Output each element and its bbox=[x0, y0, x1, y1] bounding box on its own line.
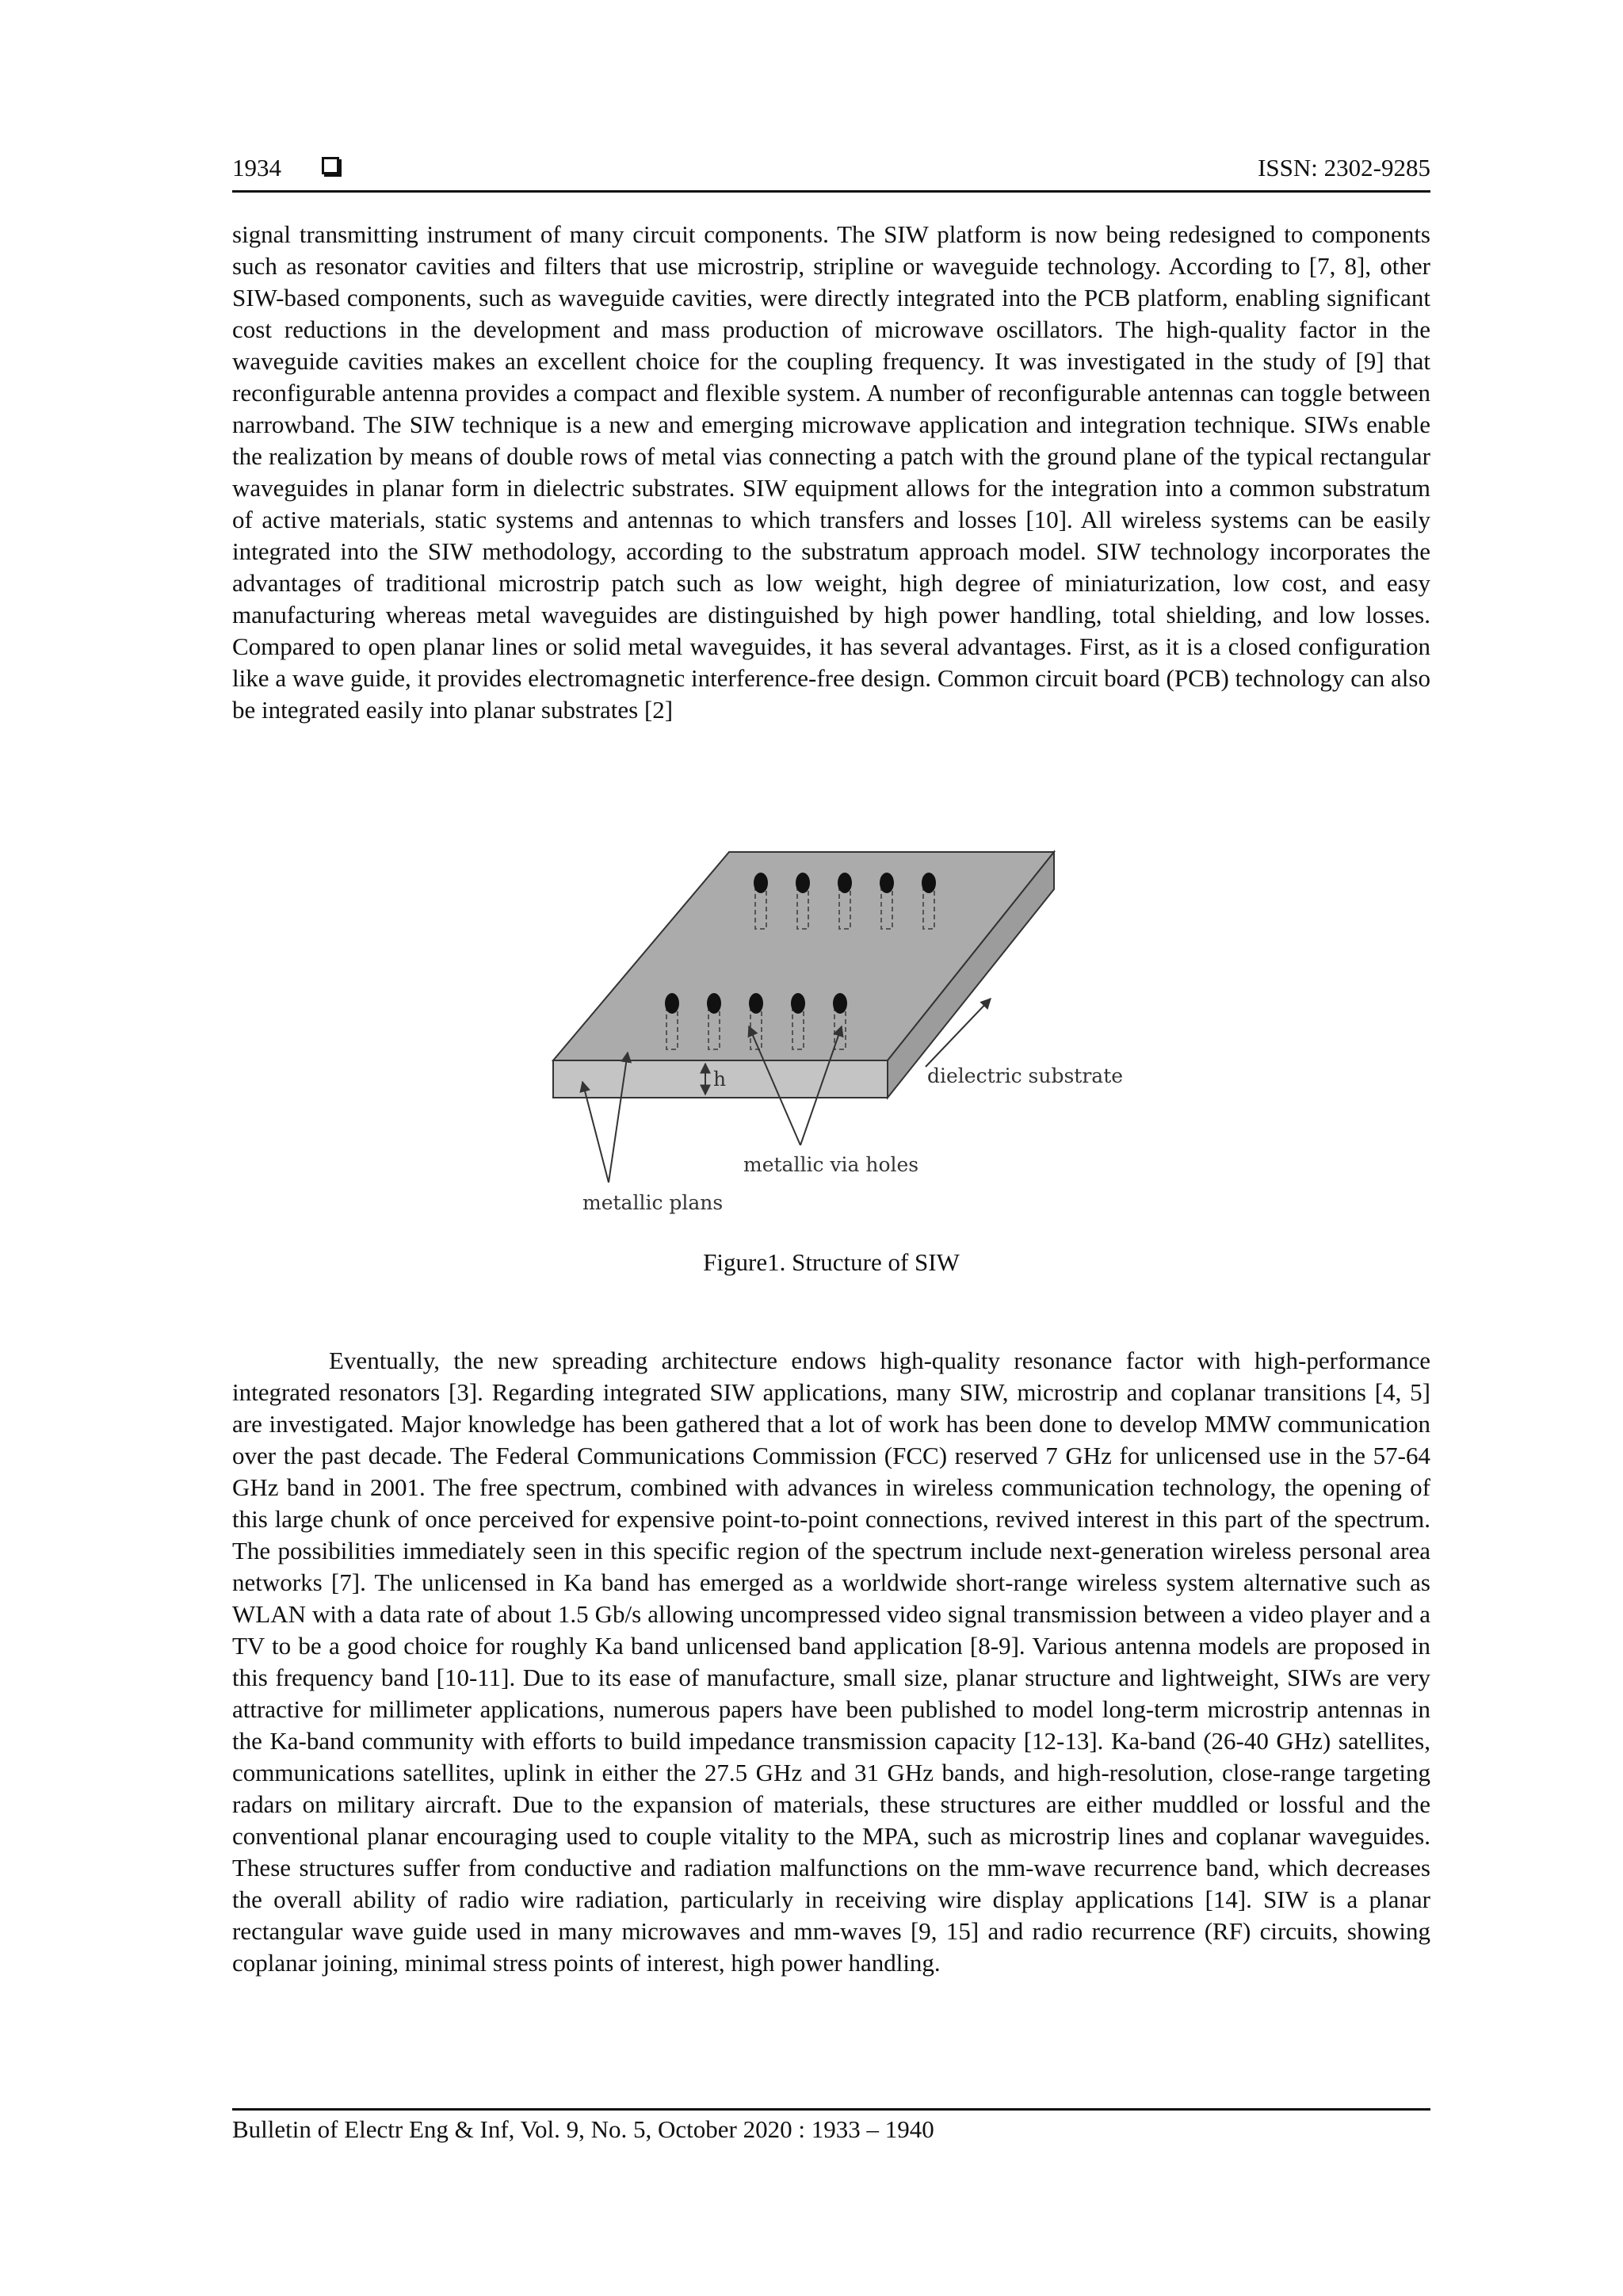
figure-caption: Figure1. Structure of SIW bbox=[703, 1248, 960, 1276]
body-paragraph: signal transmitting instrument of many circuit components. The SIW platform is now being redesigned to components such as resonator cavities and filters that use microstrip, stripline or waveguide technology. According to [7, 8], other SIW-based components, such as waveguide cavities, were directly integrated into the PCB platform, enabling significant cost reductions in the development and mass production of microwave oscillators. The high-quality factor in the waveguide cavities makes an excellent choice for the coupling frequency. It was investigated in the study of [9] that reconfigurable antenna provides a compact and flexible system. A number of reconfigurable antennas can toggle between narrowband. The SIW technique is a new and emerging microwave application and integration technique. SIWs enable the realization by means of double rows of metal vias connecting a patch with the ground plane of the typical rectangular waveguides in planar form in dielectric substrates. SIW equipment allows for the integration into a common substratum of active materials, static systems and antennas to which transfers and losses [10]. All wireless systems can be easily integrated into the SIW methodology, according to the substratum approach model. SIW technology incorporates the advantages of traditional microstrip patch such as low weight, high degree of miniaturization, low cost, and easy manufacturing whereas metal waveguides are distinguished by high power handling, total shielding, and low losses. Compared to open planar lines or solid metal waveguides, it has several advantages. First, as it is a closed configuration like a wave guide, it provides electromagnetic interference-free design. Common circuit board (PCB) technology can also be integrated easily into planar substrates [2] bbox=[232, 220, 1430, 724]
page-number: 1934 bbox=[232, 154, 281, 181]
page-footer bbox=[232, 2108, 1430, 2144]
metallic-plans-label: metallic plans bbox=[582, 1191, 724, 1214]
dielectric-substrate-label: dielectric substrate bbox=[927, 1064, 1124, 1087]
checkbox-icon bbox=[322, 157, 339, 174]
metallic-via-holes-label: metallic via holes bbox=[743, 1153, 919, 1176]
siw-structure-figure bbox=[547, 840, 1133, 1221]
page-header bbox=[232, 154, 1430, 193]
body-paragraph: Eventually, the new spreading architecture endows high-quality resonance factor with high-performance integrated resonators [3]. Regarding integrated SIW applications, many SIW, microstrip and coplanar transitions [4, 5] are investigated. Major knowledge has been gathered that a lot of work has been done to develop MMW communication over the past decade. The Federal Communications Commission (FCC) reserved 7 GHz for unlicensed use in the 57-64 GHz band in 2001. The free spectrum, combined with advances in wireless communication technology, the opening of this large chunk of once perceived for expensive point-to-point connections, revived interest in this part of the spectrum. The possibilities immediately seen in this specific region of the spectrum include next-generation wireless personal area networks [7]. The unlicensed in Ka band has emerged as a worldwide short-range wireless system alternative such as WLAN with a data rate of about 1.5 Gb/s allowing uncompressed video signal transmission between a video player and a TV to be a good choice for roughly Ka band unlicensed band application [8-9]. Various antenna models are proposed in this frequency band [10-11]. Due to its ease of manufacture, small size, planar structure and lightweight, SIWs are very attractive for millimeter applications, numerous papers have been published to model long-term microstrip antennas in the Ka-band community with efforts to build impedance transmission capacity [12-13]. Ka-band (26-40 GHz) satellites, communications satellites, uplink in either the 27.5 GHz and 31 GHz bands, and high-resolution, close-range targeting radars on military aircraft. Due to the expansion of materials, these structures are either muddled or lossful and the conventional planar encouraging used to couple vitality to the MPA, such as microstrip lines and coplanar waveguides. These structures suffer from conductive and radiation malfunctions on the mm-wave recurrence band, which decreases the overall ability of radio wire radiation, particularly in receiving wire display applications [14]. SIW is a planar rectangular wave guide used in many microwaves and mm-waves [9, 15] and radio recurrence (RF) circuits, showing coplanar joining, minimal stress points of interest, high power handling. bbox=[232, 1347, 1430, 1977]
footer-citation: Bulletin of Electr Eng & Inf, Vol. 9, No. 5, October 2020 : 1933 – 1940 bbox=[232, 2115, 934, 2143]
issn: ISSN: 2302-9285 bbox=[1258, 154, 1430, 181]
thickness-label: h bbox=[713, 1068, 727, 1091]
